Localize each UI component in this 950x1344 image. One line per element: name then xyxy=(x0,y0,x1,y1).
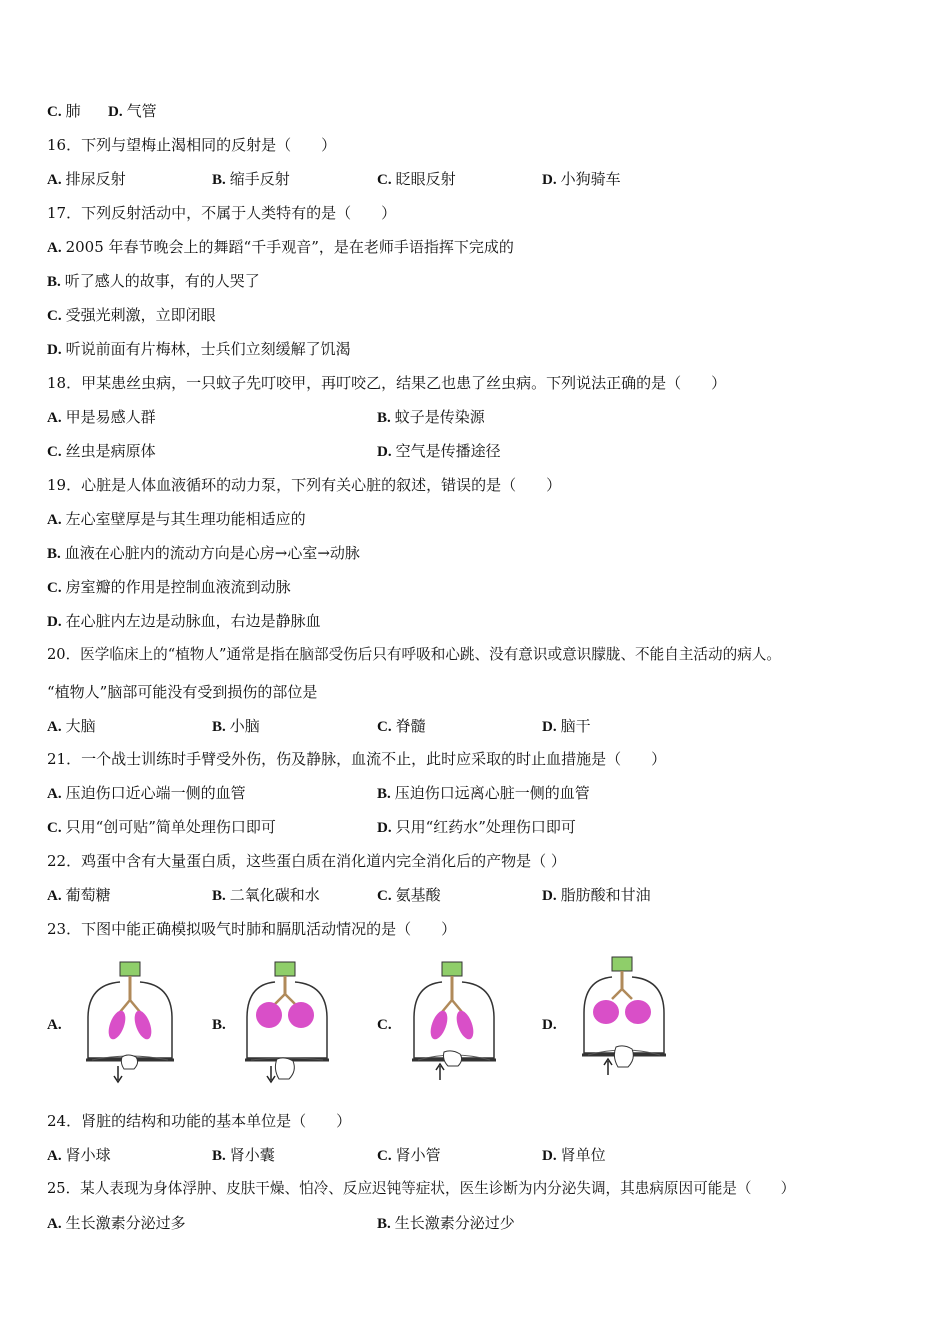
lung-right xyxy=(625,1000,651,1024)
lung-right xyxy=(288,1002,314,1028)
option-text: 压迫伤口近心端一侧的血管 xyxy=(65,784,246,802)
option-letter: C. xyxy=(377,172,392,188)
q19-stem: 19．心脏是人体血液循环的动力泵，下列有关心脏的叙述，错误的是（ ） xyxy=(47,476,562,494)
q16-option-b xyxy=(212,169,290,190)
option-letter: B. xyxy=(377,786,391,802)
hand xyxy=(444,1051,462,1066)
option-text: 只用“创可贴”简单处理伤口即可 xyxy=(65,818,276,836)
bell-jar-figure-a xyxy=(80,960,180,1090)
option-letter: D. xyxy=(542,1148,557,1164)
q21-option-d xyxy=(377,817,576,838)
q23-option-a-label: A. xyxy=(47,1017,62,1033)
q20-option-c xyxy=(377,716,426,737)
option-text: 排尿反射 xyxy=(65,170,126,188)
option-text: 脊髓 xyxy=(395,717,426,735)
option-text: 二氧化碳和水 xyxy=(229,886,320,904)
stopper xyxy=(120,962,140,976)
option-text: 蚊子是传染源 xyxy=(394,408,485,426)
option-text: 大脑 xyxy=(65,717,96,735)
q23-option-d-label: D. xyxy=(542,1017,557,1033)
option-text: 肾小球 xyxy=(65,1146,111,1164)
q20-stem: 20．医学临床上的“植物人”通常是指在脑部受伤后只有呼吸和心跳、没有意识或意识朦胧、不能自主活动的病人。 xyxy=(47,646,781,663)
q19-option-b xyxy=(47,543,360,564)
q17-option-a xyxy=(47,237,514,258)
q19-option-d xyxy=(47,611,321,632)
option-text: 2005 年春节晚会上的舞蹈“千手观音”，是在老师手语指挥下完成的 xyxy=(65,238,514,256)
bell-jar-figure-c xyxy=(410,960,510,1090)
option-letter: D. xyxy=(47,342,62,358)
q20-option-d xyxy=(542,716,591,737)
q18-stem: 18．甲某患丝虫病，一只蚊子先叮咬甲，再叮咬乙，结果乙也患了丝虫病。下列说法正确的是（ ） xyxy=(47,374,727,392)
lung-left xyxy=(593,1000,619,1024)
option-text: 压迫伤口远离心脏一侧的血管 xyxy=(394,784,590,802)
option-text: 左心室壁厚是与其生理功能相适应的 xyxy=(65,510,306,528)
option-text: 气管 xyxy=(126,102,157,120)
option-letter: C. xyxy=(377,719,392,735)
q19-option-c xyxy=(47,577,291,598)
lung-right xyxy=(131,1009,154,1042)
q22-stem: 22．鸡蛋中含有大量蛋白质，这些蛋白质在消化道内完全消化后的产物是（ ） xyxy=(47,852,566,870)
q16-stem: 16．下列与望梅止渴相同的反射是（ ） xyxy=(47,136,337,154)
option-text: 甲是易感人群 xyxy=(65,408,156,426)
option-letter: C. xyxy=(47,580,62,596)
bell-jar-figure-b xyxy=(245,960,345,1090)
q25-option-b xyxy=(377,1213,515,1234)
option-text: 肾小管 xyxy=(395,1146,441,1164)
option-letter: A. xyxy=(47,719,62,735)
option-text: 丝虫是病原体 xyxy=(65,442,156,460)
q17-option-b xyxy=(47,271,260,292)
stopper xyxy=(612,957,632,971)
option-text: 脑干 xyxy=(560,717,591,735)
q16-option-a xyxy=(47,169,126,190)
q23-stem: 23．下图中能正确模拟吸气时肺和膈肌活动情况的是（ ） xyxy=(47,920,457,938)
option-letter: A. xyxy=(47,1216,62,1232)
bronchi xyxy=(120,1000,140,1012)
q15-option-c xyxy=(47,101,81,122)
option-letter: B. xyxy=(377,410,391,426)
q24-option-b xyxy=(212,1145,275,1166)
q20-stem-continued: “植物人”脑部可能没有受到损伤的部位是 xyxy=(47,683,318,701)
option-letter: C. xyxy=(377,1148,392,1164)
jar xyxy=(414,982,494,1058)
q25-option-a xyxy=(47,1213,186,1234)
option-letter: D. xyxy=(542,888,557,904)
q17-option-c xyxy=(47,305,216,326)
option-letter: A. xyxy=(47,786,62,802)
lung-left xyxy=(105,1009,128,1042)
option-letter: C. xyxy=(47,820,62,836)
q22-option-b xyxy=(212,885,320,906)
option-letter: D. xyxy=(542,719,557,735)
q24-option-d xyxy=(542,1145,606,1166)
option-text: 在心脏内左边是动脉血，右边是静脉血 xyxy=(65,612,321,630)
lung-left xyxy=(256,1002,282,1028)
q21-option-c xyxy=(47,817,276,838)
option-text: 缩手反射 xyxy=(229,170,290,188)
lung-left xyxy=(427,1009,450,1042)
q18-option-d xyxy=(377,441,501,462)
q21-option-b xyxy=(377,783,590,804)
option-text: 受强光刺激，立即闭眼 xyxy=(65,306,216,324)
option-letter: A. xyxy=(47,1148,62,1164)
option-text: 肺 xyxy=(65,102,81,120)
option-letter: A. xyxy=(47,240,62,256)
q24-stem: 24．肾脏的结构和功能的基本单位是（ ） xyxy=(47,1112,352,1130)
q21-stem: 21．一个战士训练时手臂受外伤，伤及静脉，血流不止，此时应采取的时止血措施是（ ） xyxy=(47,750,667,768)
option-letter: D. xyxy=(108,104,123,120)
option-letter: A. xyxy=(47,512,62,528)
option-text: 生长激素分泌过少 xyxy=(394,1214,515,1232)
option-text: 空气是传播途径 xyxy=(395,442,501,460)
q16-option-d xyxy=(542,169,621,190)
q18-option-b xyxy=(377,407,485,428)
q20-option-b xyxy=(212,716,260,737)
option-text: 氨基酸 xyxy=(395,886,441,904)
option-letter: D. xyxy=(542,172,557,188)
option-letter: B. xyxy=(212,172,226,188)
option-text: 只用“红药水”处理伤口即可 xyxy=(395,818,576,836)
option-letter: C. xyxy=(47,308,62,324)
option-letter: B. xyxy=(212,1148,226,1164)
lung-right xyxy=(453,1009,476,1042)
q24-option-a xyxy=(47,1145,111,1166)
option-letter: D. xyxy=(377,820,392,836)
option-text: 小脑 xyxy=(229,717,260,735)
stopper xyxy=(442,962,462,976)
q22-option-a xyxy=(47,885,111,906)
option-letter: D. xyxy=(377,444,392,460)
option-letter: A. xyxy=(47,888,62,904)
q25-stem: 25．某人表现为身体浮肿、皮肤干燥、怕冷、反应迟钝等症状，医生诊断为内分泌失调，其患病原因可能是（ ） xyxy=(47,1180,796,1197)
option-text: 生长激素分泌过多 xyxy=(65,1214,186,1232)
option-letter: B. xyxy=(212,719,226,735)
stopper xyxy=(275,962,295,976)
option-letter: B. xyxy=(47,274,61,290)
option-text: 肾小囊 xyxy=(229,1146,275,1164)
hand xyxy=(121,1055,137,1069)
q20-option-a xyxy=(47,716,96,737)
q21-option-a xyxy=(47,783,246,804)
bronchi xyxy=(612,989,632,999)
hand xyxy=(275,1058,294,1079)
q15-option-d xyxy=(108,101,157,122)
option-letter: B. xyxy=(377,1216,391,1232)
option-letter: C. xyxy=(47,444,62,460)
q24-option-c xyxy=(377,1145,441,1166)
q17-stem: 17．下列反射活动中，不属于人类特有的是（ ） xyxy=(47,204,397,222)
option-text: 葡萄糖 xyxy=(65,886,111,904)
q22-option-d xyxy=(542,885,651,906)
q22-option-c xyxy=(377,885,441,906)
q17-option-d xyxy=(47,339,351,360)
q18-option-c xyxy=(47,441,156,462)
option-letter: B. xyxy=(47,546,61,562)
bronchi xyxy=(442,1000,462,1012)
q23-option-c-label: C. xyxy=(377,1017,392,1033)
option-text: 听了感人的故事，有的人哭了 xyxy=(64,272,260,290)
option-text: 血液在心脏内的流动方向是心房→心室→动脉 xyxy=(64,544,360,562)
bell-jar-figure-d xyxy=(578,955,678,1085)
option-letter: D. xyxy=(47,614,62,630)
option-text: 眨眼反射 xyxy=(395,170,456,188)
option-text: 脂肪酸和甘油 xyxy=(560,886,651,904)
option-text: 房室瓣的作用是控制血液流到动脉 xyxy=(65,578,291,596)
option-letter: A. xyxy=(47,172,62,188)
option-text: 听说前面有片梅林，士兵们立刻缓解了饥渴 xyxy=(65,340,351,358)
option-letter: A. xyxy=(47,410,62,426)
bronchi xyxy=(275,994,295,1004)
option-letter: C. xyxy=(377,888,392,904)
q18-option-a xyxy=(47,407,156,428)
hand xyxy=(614,1046,633,1067)
option-text: 小狗骑车 xyxy=(560,170,621,188)
q16-option-c xyxy=(377,169,456,190)
q19-option-a xyxy=(47,509,306,530)
option-letter: C. xyxy=(47,104,62,120)
option-letter: B. xyxy=(212,888,226,904)
option-text: 肾单位 xyxy=(560,1146,606,1164)
q23-option-b-label: B. xyxy=(212,1017,226,1033)
